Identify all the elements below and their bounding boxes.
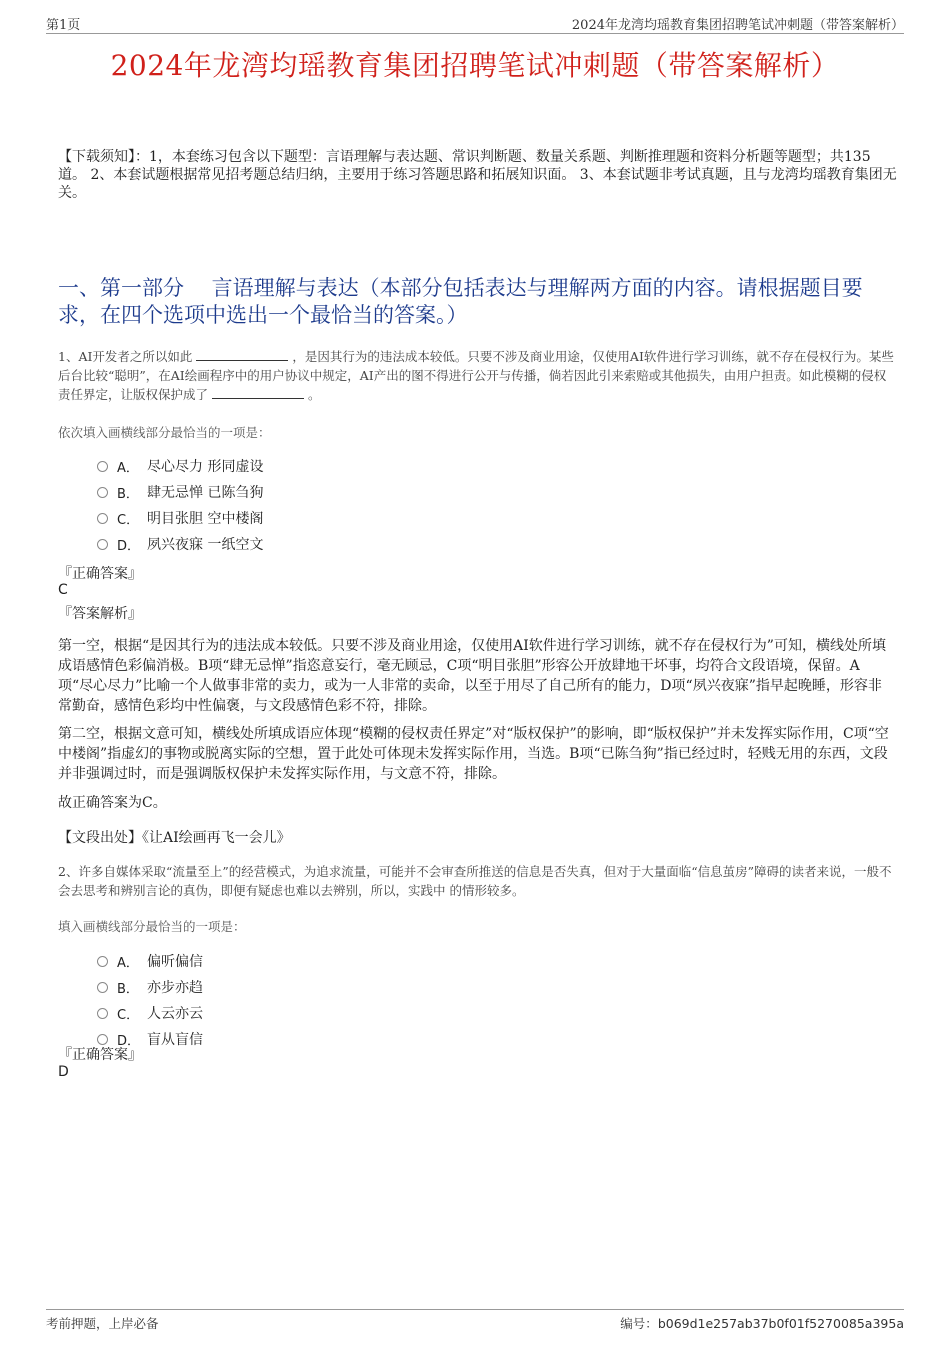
q2-answer-label: 『正确答案』 (58, 1047, 142, 1063)
question-2-text: 2、许多自媒体采取“流量至上”的经营模式，为追求流量，可能并不会审查所推送的信息是否失真，但对于大量面临“信息茧房”障碍的读者来说，一般不会去思考和辨别言论的真伪，即便有疑虑也难以去辨别，所以，实践中 的情形较多。 (58, 864, 892, 898)
radio-icon[interactable] (97, 956, 108, 967)
radio-icon[interactable] (97, 982, 108, 993)
question-1-text: 1、AI开发者之所以如此 ，是因其行为的违法成本较低。只要不涉及商业用途，仅使用AI软件进行学习训练，就不存在侵权行为。某些后台比较“聪明”，在AI绘画程序中的用户协议中规定，AI产出的图不得进行公开与传播，倘若因此引来索赔或其他损失，由用户担责。如此模糊的侵权责任界定，让版权保护成了 。 (58, 349, 894, 402)
question-1-prompt: 依次填入画横线部分最恰当的一项是： (58, 425, 271, 440)
running-title: 2024年龙湾均瑶教育集团招聘笔试冲刺题（带答案解析） (571, 18, 904, 33)
radio-icon[interactable] (97, 487, 108, 498)
q1-option-d[interactable]: D． 夙兴夜寐 一纸空文 (97, 534, 263, 554)
header-divider (46, 33, 904, 34)
q1-answer: C (58, 582, 68, 598)
q1-conclusion: 故正确答案为C。 (58, 795, 167, 811)
q1-option-b[interactable]: B． 肆无忌惮 已陈刍狗 (97, 482, 263, 502)
radio-icon[interactable] (97, 1034, 108, 1045)
radio-icon[interactable] (97, 461, 108, 472)
q1-analysis-paragraph-2: 第二空，根据文意可知，横线处所填成语应体现“模糊的侵权责任界定”对“版权保护”的影响，即“版权保护”并未发挥实际作用，C项“空中楼阁”指虚幻的事物或脱离实际的空想，置于此处可体现未发挥实际作用，当选。B项“已陈刍狗”指已经过时，轻贱无用的东西，文段并非强调过时，而是强调版权保护未发挥实际作用，与文意不符，排除。 (58, 726, 889, 782)
page-title: 2024年龙湾均瑶教育集团招聘笔试冲刺题（带答案解析） (110, 49, 840, 82)
q1-answer-label: 『正确答案』 (58, 566, 142, 582)
q1-source: 【文段出处】《让AI绘画再飞一会儿》 (58, 830, 291, 846)
question-2-prompt: 填入画横线部分最恰当的一项是： (58, 919, 246, 934)
footer-slogan: 考前押题，上岸必备 (46, 1316, 159, 1331)
section-heading: 一、第一部分 言语理解与表达（本部分包括表达与理解两方面的内容。请根据题目要求，在四个选项中选出一个最恰当的答案。） (58, 276, 863, 327)
q1-option-a[interactable]: A． 尽心尽力 形同虚设 (97, 456, 263, 476)
radio-icon[interactable] (97, 513, 108, 524)
q2-option-b[interactable]: B． 亦步亦趋 (97, 977, 203, 997)
radio-icon[interactable] (97, 539, 108, 550)
q2-answer: D (58, 1064, 69, 1080)
footer-divider (46, 1309, 904, 1310)
q2-option-a[interactable]: A． 偏听偏信 (97, 951, 203, 971)
answer-blank-1 (196, 348, 288, 361)
download-notice: 【下载须知】：1，本套练习包含以下题型：言语理解与表达题、常识判断题、数量关系题、判断推理题和资料分析题等题型；共135道。 2、本套试题根据常见招考题总结归纳，主要用于练习答题思路和拓展知识面。 3、本套试题非考试真题，且与龙湾均瑶教育集团无关。 (58, 149, 897, 201)
q2-option-c[interactable]: C． 人云亦云 (97, 1003, 203, 1023)
document-code: 编号：b069d1e257ab37b0f01f5270085a395a (620, 1316, 904, 1331)
answer-blank-2 (212, 386, 304, 399)
radio-icon[interactable] (97, 1008, 108, 1019)
q2-option-d[interactable]: D． 盲从盲信 (97, 1029, 203, 1049)
q1-analysis-label: 『答案解析』 (58, 606, 142, 622)
q1-analysis-paragraph-1: 第一空，根据“是因其行为的违法成本较低。只要不涉及商业用途，仅使用AI软件进行学习训练，就不存在侵权行为”可知，横线处所填成语感情色彩偏消极。B项“肆无忌惮”指恣意妄行，毫无顾忌，C项“明目张胆”形容公开放肆地干坏事，均符合文段语境，保留。A项“尽心尽力”比喻一个人做事非常的卖力，或为一人非常的卖命，以至于用尽了自己所有的能力，D项“夙兴夜寐”指早起晚睡，形容非常勤奋，感情色彩均中性偏褒，与文段感情色彩不符，排除。 (58, 638, 886, 714)
q1-option-c[interactable]: C． 明目张胆 空中楼阁 (97, 508, 263, 528)
page-number: 第1页 (46, 18, 81, 33)
